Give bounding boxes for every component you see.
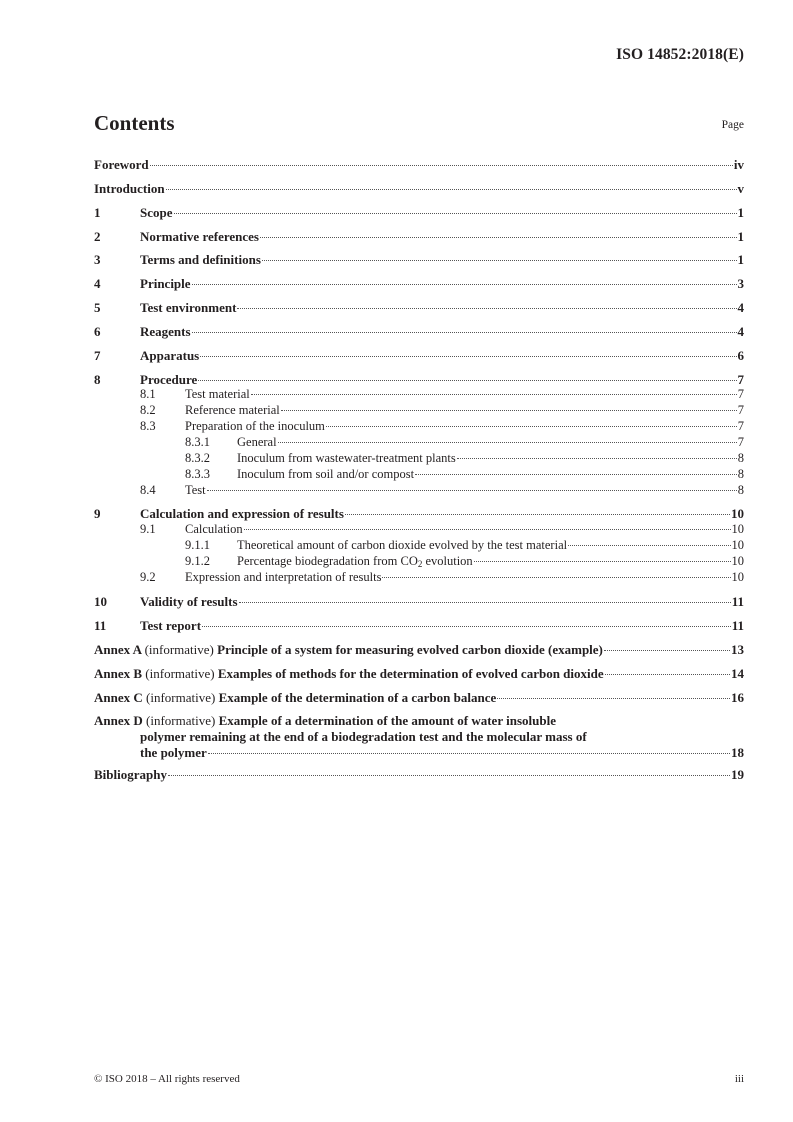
dot-leader <box>474 561 731 562</box>
dot-leader <box>457 458 737 459</box>
dot-leader <box>345 514 730 515</box>
dot-leader <box>382 577 730 578</box>
toc-entry-validity-of-results[interactable]: 10 Validity of results 11 <box>94 594 744 609</box>
footer-page-number: iii <box>734 1073 744 1085</box>
dot-leader <box>262 260 737 261</box>
toc-entry-bibliography[interactable]: Bibliography 19 <box>94 767 744 782</box>
toc-entry-terms-and-definitions[interactable]: 3 Terms and definitions 1 <box>94 252 744 267</box>
toc-entry-test-report[interactable]: 11 Test report 11 <box>94 618 744 633</box>
toc-entry-8-4[interactable]: 8.4 Test 8 <box>140 483 744 497</box>
footer-copyright: © ISO 2018 – All rights reserved <box>94 1073 240 1085</box>
dot-leader <box>326 426 737 427</box>
toc-entry-scope[interactable]: 1 Scope 1 <box>94 205 744 220</box>
dot-leader <box>281 410 737 411</box>
dot-leader <box>208 753 730 754</box>
dot-leader <box>237 308 736 309</box>
dot-leader <box>251 394 737 395</box>
dot-leader <box>200 356 736 357</box>
dot-leader <box>207 490 737 491</box>
dot-leader <box>192 284 737 285</box>
toc-entry-introduction[interactable]: Introduction v <box>94 181 744 196</box>
toc-entry-procedure[interactable]: 8 Procedure 7 <box>94 372 744 387</box>
toc-entry-8-2[interactable]: 8.2 Reference material 7 <box>140 403 744 417</box>
dot-leader <box>174 213 737 214</box>
toc-entry-test-environment[interactable]: 5 Test environment 4 <box>94 300 744 315</box>
toc-entry-9-1[interactable]: 9.1 Calculation 10 <box>140 522 744 536</box>
dot-leader <box>198 380 736 381</box>
dot-leader <box>260 237 737 238</box>
toc-entry-annex-b[interactable]: Annex B (informative) Examples of methods for the determination of evolved carbon dioxide 14 <box>94 666 744 681</box>
toc-entry-annex-c[interactable]: Annex C (informative) Example of the determination of a carbon balance 16 <box>94 690 744 705</box>
toc-entry-calculation-and-expression[interactable]: 9 Calculation and expression of results 10 <box>94 506 744 521</box>
document-id: ISO 14852:2018(E) <box>616 46 744 63</box>
dot-leader <box>244 529 731 530</box>
toc-entry-9-1-1[interactable]: 9.1.1 Theoretical amount of carbon dioxide evolved by the test material 10 <box>185 538 744 552</box>
dot-leader <box>278 442 737 443</box>
toc-entry-9-1-2[interactable]: 9.1.2 Percentage biodegradation from $CO_2$ evolution 10 <box>185 554 744 569</box>
dot-leader <box>150 165 733 166</box>
dot-leader <box>192 332 737 333</box>
toc-entry-8-3-2[interactable]: 8.3.2 Inoculum from wastewater-treatment plants 8 <box>185 451 744 465</box>
dot-leader <box>239 602 731 603</box>
toc-entry-annex-d[interactable]: Annex D (informative) Example of a determination of the amount of water insoluble polymer remaining at the end of a biodegradation test and the molecular mass of the polymer 18 <box>94 713 744 760</box>
page-column-label: Page <box>721 119 744 131</box>
dot-leader <box>568 545 730 546</box>
toc-entry-8-3-1[interactable]: 8.3.1 General 7 <box>185 435 744 449</box>
toc-entry-normative-references[interactable]: 2 Normative references 1 <box>94 229 744 244</box>
dot-leader <box>604 650 730 651</box>
dot-leader <box>202 626 731 627</box>
dot-leader <box>415 474 737 475</box>
dot-leader <box>605 674 730 675</box>
toc-entry-8-1[interactable]: 8.1 Test material 7 <box>140 387 744 401</box>
dot-leader <box>166 189 737 190</box>
dot-leader <box>168 775 730 776</box>
toc-entry-8-3[interactable]: 8.3 Preparation of the inoculum 7 <box>140 419 744 433</box>
toc-entry-foreword[interactable]: Foreword iv <box>94 157 744 172</box>
dot-leader <box>497 698 730 699</box>
contents-title: Contents <box>94 111 175 135</box>
toc-entry-principle[interactable]: 4 Principle 3 <box>94 276 744 291</box>
toc-entry-9-2[interactable]: 9.2 Expression and interpretation of results 10 <box>140 570 744 584</box>
toc-entry-apparatus[interactable]: 7 Apparatus 6 <box>94 348 744 363</box>
toc-entry-annex-a[interactable]: Annex A (informative) Principle of a system for measuring evolved carbon dioxide (example) 13 <box>94 642 744 657</box>
toc-entry-reagents[interactable]: 6 Reagents 4 <box>94 324 744 339</box>
toc-entry-8-3-3[interactable]: 8.3.3 Inoculum from soil and/or compost 8 <box>185 467 744 481</box>
